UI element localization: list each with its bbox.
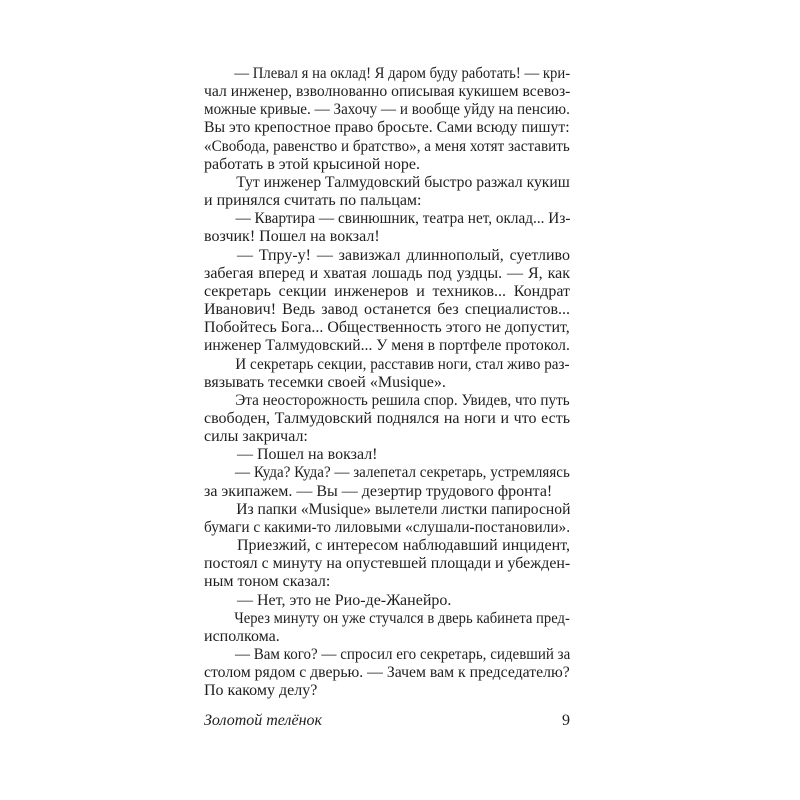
text-line: секретарь секции инженеров и техников... Кондрат	[204, 282, 570, 300]
text-line: И секретарь секции, расставив ноги, стал живо раз-	[235, 355, 570, 373]
text-line: за экипажем. — Вы — дезертир трудового фронта!	[204, 482, 553, 500]
paragraph	[204, 65, 570, 174]
paragraph	[204, 446, 570, 464]
text-line: Из папки «Musique» вылетели листки папиросной	[236, 500, 571, 518]
text-line: Эта неосторожность решила спор. Увидев, что путь	[235, 391, 570, 409]
paragraph	[204, 610, 570, 646]
text-line: исполкома.	[204, 627, 280, 645]
text-line: Иванович! Ведь завод останется без специалистов...	[204, 301, 570, 319]
text-line: — Квартира — свинюшник, театра нет, оклад... Из-	[235, 210, 571, 228]
paragraph	[204, 537, 570, 591]
paragraph	[204, 501, 570, 537]
text-line: — Куда? Куда? — залепетал секретарь, устремляясь	[235, 464, 570, 482]
text-line: вязывать тесемки своей «Musique».	[204, 373, 446, 391]
text-line: можные кривые. — Захочу — и вообще уйду на пенсию.	[204, 101, 570, 119]
page-text-block	[204, 65, 570, 700]
text-line: постоял с минуту на опустевшей площади и убежден-	[204, 555, 571, 573]
text-line: Приезжий, с интересом наблюдавший инцидент,	[237, 537, 570, 555]
running-title: Золотой телёнок	[204, 712, 323, 729]
text-line: чал инженер, взволнованно описывая кукишем всевоз-	[204, 83, 571, 101]
text-line: возчик! Пошел на вокзал!	[204, 228, 380, 246]
text-line: — Плевал я на оклад! Я даром буду работать! — кри-	[234, 65, 571, 82]
paragraph	[204, 210, 570, 246]
text-line: бумаги с какими-то лиловыми «слушали-постановили».	[204, 518, 571, 536]
paragraph	[204, 174, 570, 210]
text-line: Побойтесь Бога... Общественность этого не допустит,	[204, 319, 570, 337]
paragraph	[204, 464, 570, 500]
text-line: забегая вперед и хватая лошадь под уздцы. — Я, как	[204, 264, 570, 282]
paragraph	[204, 646, 570, 700]
paragraph	[204, 247, 570, 356]
text-line: и принялся считать по пальцам:	[204, 192, 422, 210]
text-line: ным тоном сказал:	[204, 573, 331, 591]
paragraph	[204, 592, 570, 610]
text-line: — Нет, это не Рио-де-Жанейро.	[237, 591, 452, 609]
text-line: «Свобода, равенство и братство», а меня хотят заставить	[204, 137, 570, 155]
text-line: силы закричал:	[204, 428, 308, 446]
text-line: инженер Талмудовский... У меня в портфеле протокол.	[204, 337, 570, 355]
text-line: По какому делу?	[204, 682, 318, 700]
text-line: Через минуту он уже стучался в дверь кабинета пред-	[234, 609, 570, 627]
text-line: Тут инженер Талмудовский быстро разжал кукиш	[236, 173, 570, 191]
text-line: свободен, Талмудовский поднялся на ноги и что есть	[204, 409, 570, 427]
text-line: столом рядом с дверью. — Зачем вам к председателю?	[204, 664, 570, 682]
text-line: работать в этой крысиной норе.	[204, 155, 420, 173]
paragraph	[204, 356, 570, 392]
text-line: Вы это крепостное право бросьте. Сами всюду пишут:	[204, 119, 570, 137]
paragraph	[204, 392, 570, 446]
page-footer	[204, 712, 570, 730]
page-number: 9	[562, 712, 570, 729]
text-line: — Пошел на вокзал!	[237, 446, 378, 464]
text-line: — Вам кого? — спросил его секретарь, сидевший за	[234, 646, 571, 663]
text-line: — Тпру-у! — завизжал длиннополый, суетливо	[237, 246, 570, 264]
